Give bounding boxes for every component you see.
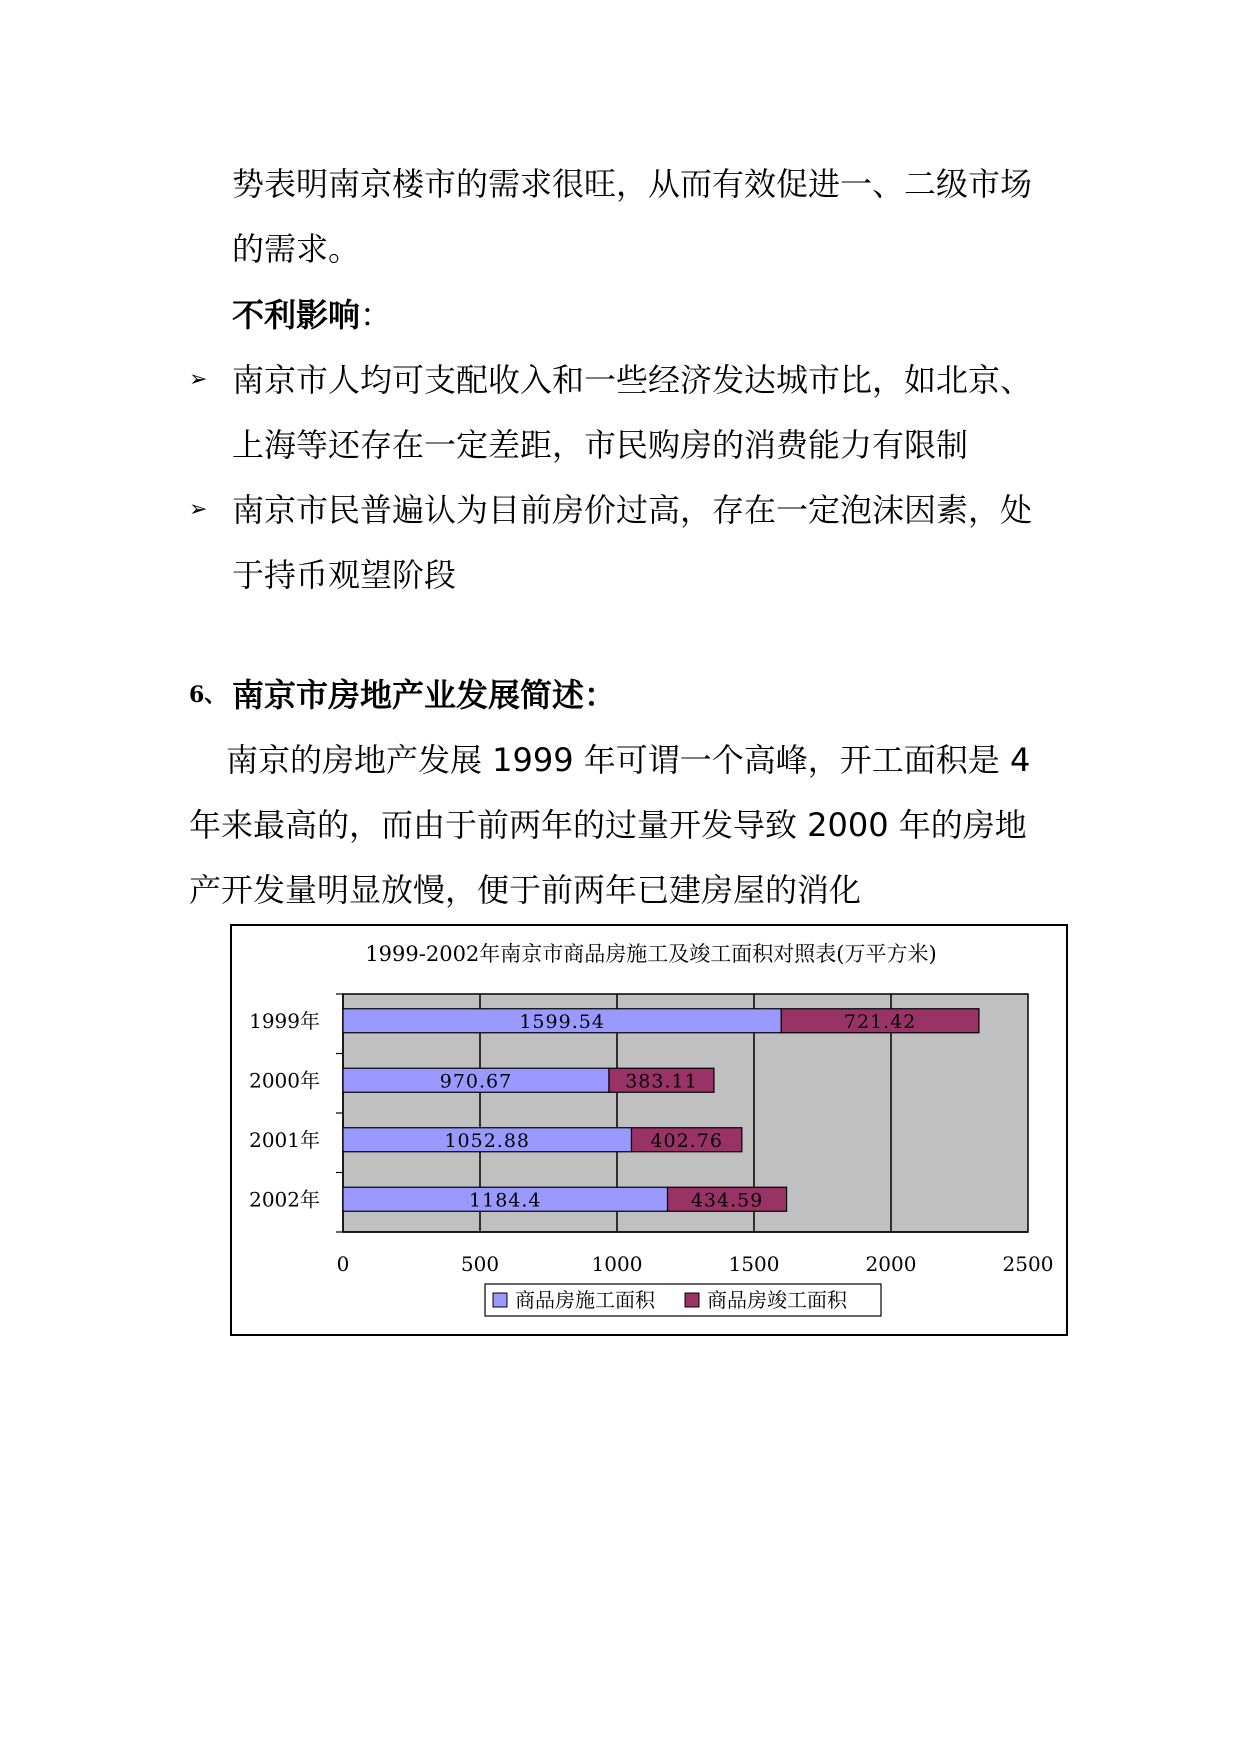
bullet-arrow-icon: ➢ bbox=[189, 497, 208, 522]
section-number: 6、 bbox=[189, 682, 227, 708]
data-label: 970.67 bbox=[439, 1070, 513, 1093]
data-label: 434.59 bbox=[690, 1189, 764, 1212]
x-tick-label: 2000 bbox=[865, 1252, 917, 1276]
legend-swatch bbox=[493, 1293, 507, 1307]
x-tick-label: 2500 bbox=[1002, 1252, 1054, 1276]
data-label: 383.11 bbox=[625, 1070, 698, 1093]
body-line: 产开发量明显放慢，便于前两年已建房屋的消化 bbox=[189, 871, 862, 909]
adverse-colon: ： bbox=[360, 296, 393, 334]
data-label: 1052.88 bbox=[444, 1129, 531, 1152]
adverse-label: 不利影响 bbox=[232, 296, 361, 334]
bullet-line: 南京市民普遍认为目前房价过高，存在一定泡沫因素，处 bbox=[232, 491, 1033, 529]
category-label: 1999年 bbox=[249, 1008, 320, 1033]
x-tick-label: 500 bbox=[460, 1252, 500, 1276]
legend-label: 商品房竣工面积 bbox=[707, 1288, 847, 1312]
x-tick-label: 1000 bbox=[591, 1252, 643, 1276]
legend-label: 商品房施工面积 bbox=[515, 1288, 655, 1312]
category-label: 2000年 bbox=[249, 1068, 320, 1093]
data-label: 1599.54 bbox=[519, 1010, 605, 1033]
data-label: 1184.4 bbox=[469, 1189, 542, 1212]
adverse-heading bbox=[232, 295, 392, 335]
x-tick-label: 1500 bbox=[728, 1252, 780, 1276]
section-title: 南京市房地产业发展简述： bbox=[232, 676, 617, 714]
chart-frame bbox=[230, 924, 1068, 1336]
data-label: 402.76 bbox=[650, 1129, 723, 1152]
paragraph-line: 势表明南京楼市的需求很旺，从而有效促进一、二级市场 bbox=[232, 165, 1033, 203]
bar-chart bbox=[232, 926, 1070, 1338]
body-line: 南京的房地产发展 1999 年可谓一个高峰，开工面积是 4 bbox=[226, 741, 1031, 779]
x-tick-label: 0 bbox=[336, 1252, 350, 1276]
legend-swatch bbox=[685, 1293, 699, 1307]
data-label: 721.42 bbox=[843, 1010, 917, 1033]
bullet-line: 南京市人均可支配收入和一些经济发达城市比，如北京、 bbox=[232, 361, 1033, 399]
category-label: 2002年 bbox=[249, 1187, 320, 1212]
bullet-line: 于持币观望阶段 bbox=[232, 556, 457, 594]
chart-title: 1999-2002年南京市商品房施工及竣工面积对照表(万平方米) bbox=[365, 942, 937, 966]
bullet-line: 上海等还存在一定差距，市民购房的消费能力有限制 bbox=[232, 426, 969, 464]
bullet-arrow-icon: ➢ bbox=[189, 367, 208, 392]
paragraph-line: 的需求。 bbox=[232, 230, 361, 268]
category-label: 2001年 bbox=[249, 1127, 320, 1152]
body-line: 年来最高的，而由于前两年的过量开发导致 2000 年的房地 bbox=[189, 806, 1027, 844]
